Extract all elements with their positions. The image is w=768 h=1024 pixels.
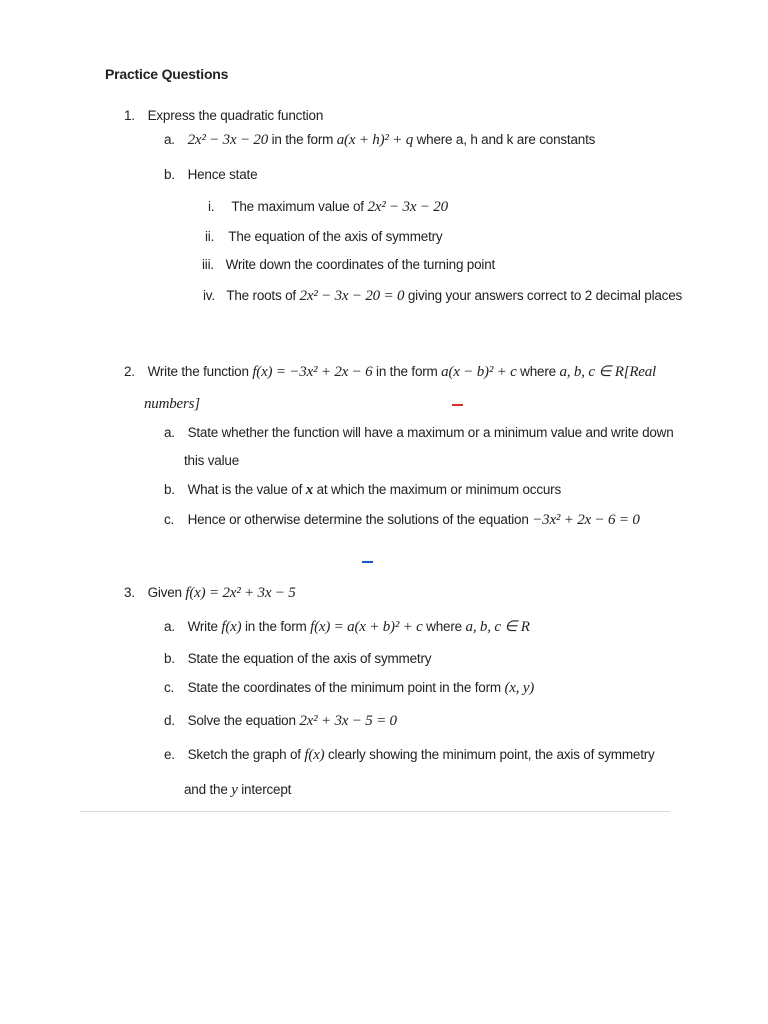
red-dash-mark <box>452 404 463 406</box>
q1-subpart-iv: iv. The roots of 2x² − 3x − 20 = 0 giving your answers correct to 2 decimal places <box>203 288 683 304</box>
q2-continuation: numbers] <box>144 396 200 412</box>
question-2: 2. Write the function f(x) = −3x² + 2x − 6 in the form a(x − b)² + c where a, b, c ∈ R[Real <box>124 364 657 380</box>
page-divider <box>80 811 670 812</box>
q3-part-a: a. Write f(x) in the form f(x) = a(x + b)² + c where a, b, c ∈ R <box>164 619 530 635</box>
q3-part-e-line2: and the y intercept <box>184 782 292 798</box>
q1-subpart-iii: iii. Write down the coordinates of the turning point <box>202 257 496 272</box>
q2-part-a-line2: this value <box>184 453 240 468</box>
q2-part-a: a. State whether the function will have a maximum or a minimum value and write down <box>164 425 674 440</box>
q3-part-c: c. State the coordinates of the minimum point in the form (x, y) <box>164 680 535 696</box>
q1-part-a: a. 2x² − 3x − 20 in the form a(x + h)² + q where a, h and k are constants <box>164 132 596 148</box>
page-title: Practice Questions <box>105 66 229 82</box>
q1-part-b: b. Hence state <box>164 167 258 182</box>
q2-part-c: c. Hence or otherwise determine the solutions of the equation −3x² + 2x − 6 = 0 <box>164 512 640 528</box>
q3-part-d: d. Solve the equation 2x² + 3x − 5 = 0 <box>164 713 397 729</box>
question-3: 3. Given f(x) = 2x² + 3x − 5 <box>124 585 296 601</box>
blue-dash-mark <box>362 561 373 563</box>
q1-subpart-ii: ii. The equation of the axis of symmetry <box>205 229 443 244</box>
question-1 <box>124 108 323 123</box>
q1-subpart-i: i. The maximum value of 2x² − 3x − 20 <box>208 199 448 215</box>
question-number: 1. <box>124 108 135 123</box>
question-text: Express the quadratic function <box>147 108 324 123</box>
q3-part-b: b. State the equation of the axis of symmetry <box>164 651 432 666</box>
q2-part-b: b. What is the value of x at which the maximum or minimum occurs <box>164 482 562 498</box>
q3-part-e: e. Sketch the graph of f(x) clearly showing the minimum point, the axis of symmetry <box>164 747 655 763</box>
